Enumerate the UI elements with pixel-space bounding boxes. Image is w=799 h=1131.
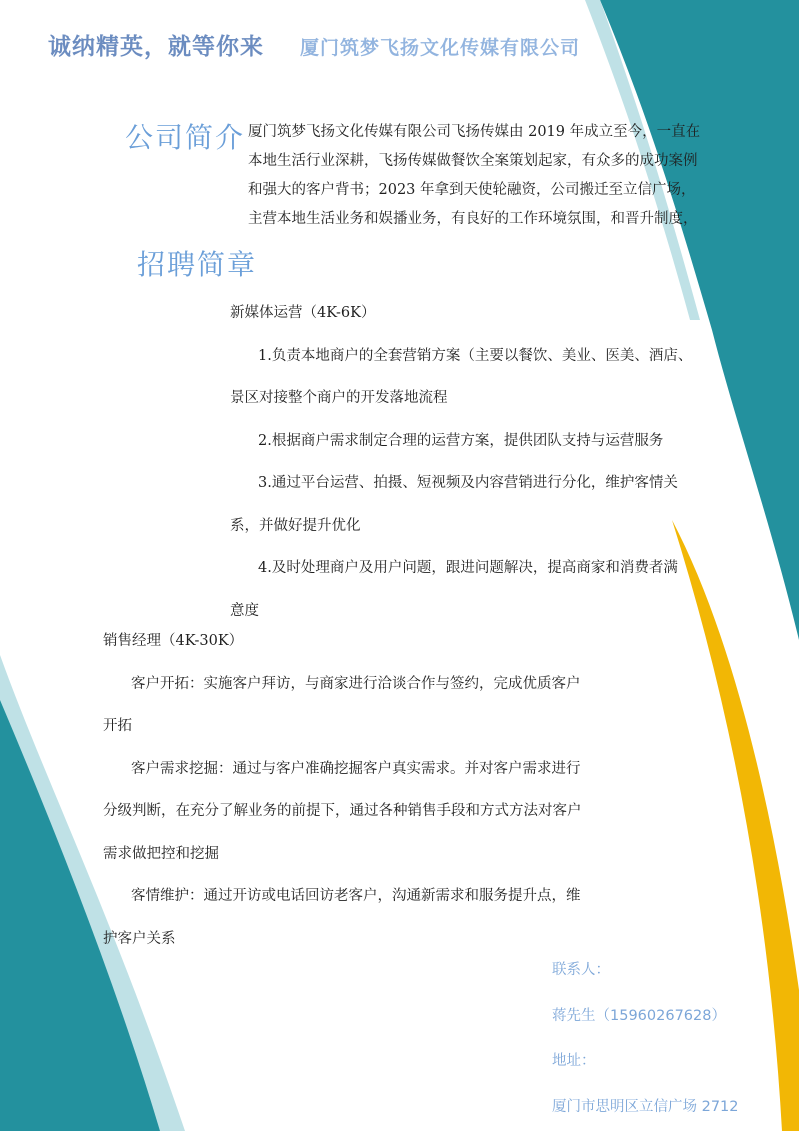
contact-block — [552, 948, 739, 1130]
job-duty-line: 意度 — [230, 602, 259, 619]
intro-paragraph — [248, 118, 748, 234]
intro-line: 和强大的客户背书；2023 年拿到天使轮融资，公司搬迁至立信广场， — [248, 182, 696, 198]
contact-person: 蒋先生（15960267628） — [552, 1007, 726, 1024]
address-label: 地址： — [552, 1053, 596, 1069]
job-sales-manager — [103, 620, 643, 960]
job-duty-line: 客情维护：通过开访或电话回访老客户，沟通新需求和服务提升点，维 — [131, 888, 581, 904]
job-new-media-operation — [230, 292, 750, 632]
job-duty-line: 客户开拓：实施客户拜访，与商家进行洽谈合作与签约，完成优质客户 — [131, 675, 581, 692]
job-duty-line: 开拓 — [103, 718, 132, 734]
slogan: 诚纳精英，就等你来 — [48, 34, 264, 60]
job-duty-line: 分级判断，在充分了解业务的前提下，通过各种销售手段和方式方法对客户 — [103, 803, 582, 819]
address-value: 厦门市思明区立信广场 2712 — [552, 1098, 739, 1115]
intro-line: 本地生活行业深耕，飞扬传媒做餐饮全案策划起家，有众多的成功案例 — [248, 153, 698, 169]
section-title-recruit: 招聘简章 — [137, 248, 258, 281]
job-title: 新媒体运营（4K-6K） — [230, 305, 376, 321]
job-title: 销售经理（4K-30K） — [103, 633, 244, 649]
job-duty-line: 4.及时处理商户及用户问题，跟进问题解决，提高商家和消费者满 — [258, 560, 678, 576]
job-duty-line: 1.负责本地商户的全套营销方案（主要以餐饮、美业、医美、酒店、 — [258, 347, 693, 364]
intro-line: 主营本地生活业务和娱播业务，有良好的工作环境氛围，和晋升制度， — [248, 211, 698, 227]
job-duty-line: 3.通过平台运营、拍摄、短视频及内容营销进行分化，维护客情关 — [258, 475, 678, 491]
job-duty-line: 客户需求挖掘：通过与客户准确挖掘客户真实需求。并对客户需求进行 — [131, 760, 581, 777]
company-name: 厦门筑梦飞扬文化传媒有限公司 — [300, 37, 581, 59]
job-duty-line: 2.根据商户需求制定合理的运营方案，提供团队支持与运营服务 — [258, 432, 664, 449]
contact-label: 联系人： — [552, 962, 610, 978]
job-duty-line: 景区对接整个商户的开发落地流程 — [230, 390, 448, 406]
job-duty-line: 需求做把控和挖掘 — [103, 845, 219, 862]
job-duty-line: 系，并做好提升优化 — [230, 517, 361, 534]
intro-line: 厦门筑梦飞扬文化传媒有限公司飞扬传媒由 2019 年成立至今，一直在 — [248, 124, 701, 140]
job-duty-line: 护客户关系 — [103, 930, 176, 947]
section-title-intro: 公司简介 — [125, 121, 246, 154]
